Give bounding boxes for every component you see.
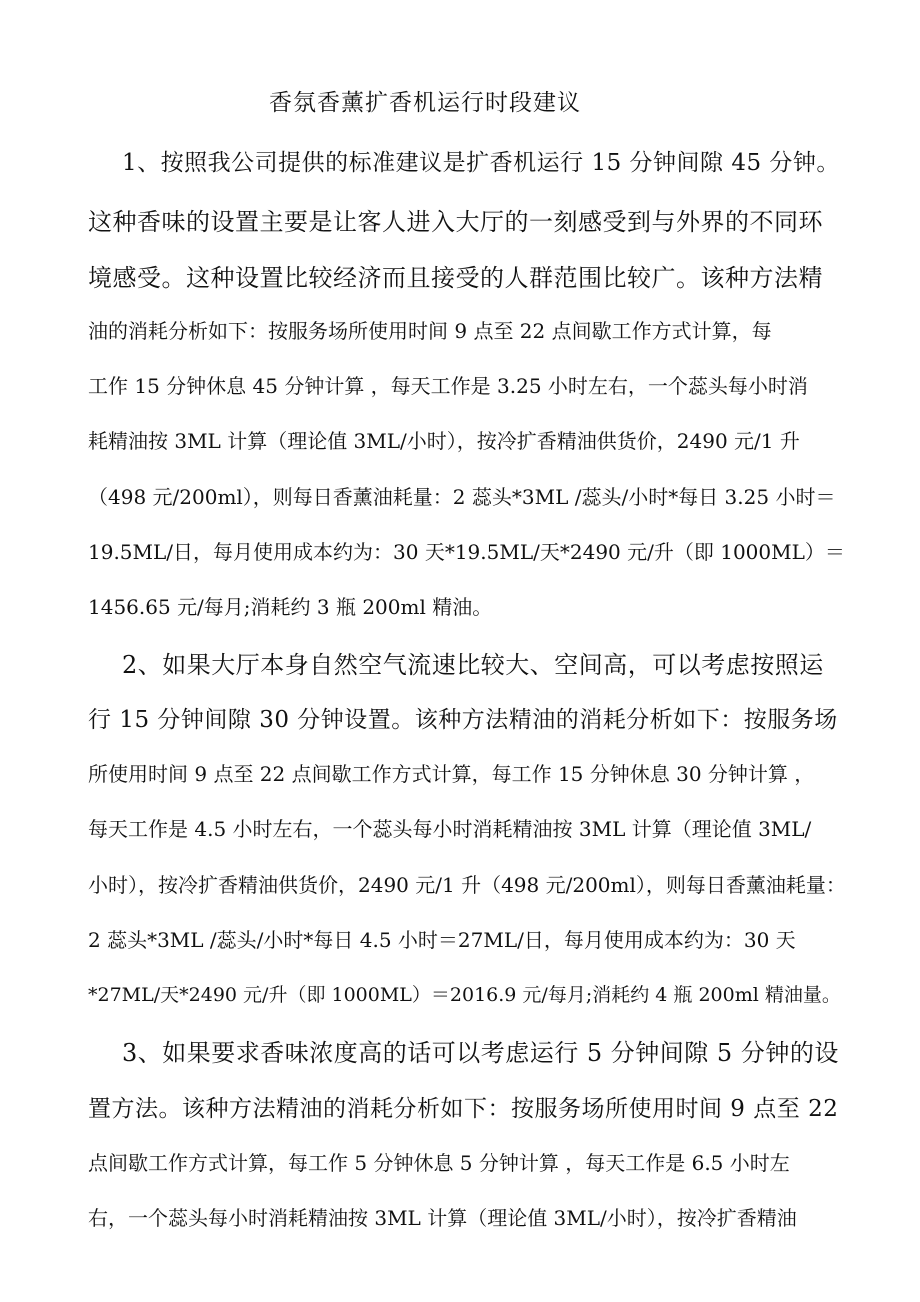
p1-line-7: （498 元/200ml），则每日香薰油耗量：2 蕊头*3ML /蕊头/小时*每日 3.25 小时＝ bbox=[88, 485, 836, 509]
p3-line-3: 点间歇工作方式计算，每工作 5 分钟休息 5 分钟计算 ，每天工作是 6.5 小时左 bbox=[88, 1151, 790, 1175]
p2-line-6: 2 蕊头*3ML /蕊头/小时*每日 4.5 小时＝27ML/日，每月使用成本约为：30 天 bbox=[88, 928, 796, 952]
p2-line-7: *27ML/天*2490 元/升（即 1000ML）＝2016.9 元/每月;消耗约 4 瓶 200ml 精油量。 bbox=[88, 984, 841, 1006]
p1-line-6: 耗精油按 3ML 计算（理论值 3ML/小时），按冷扩香精油供货价，2490 元/1 升 bbox=[88, 429, 800, 453]
p2-line-4: 每天工作是 4.5 小时左右，一个蕊头每小时消耗精油按 3ML 计算（理论值 3ML/ bbox=[88, 817, 812, 841]
p1-line-4: 油的消耗分析如下：按服务场所使用时间 9 点至 22 点间歇工作方式计算，每 bbox=[88, 319, 772, 343]
p1-line-8: 19.5ML/日，每月使用成本约为：30 天*19.5ML/天*2490 元/升（即 1000ML）＝ bbox=[88, 540, 845, 564]
p2-line-2: 行 15 分钟间隙 30 分钟设置。该种方法精油的消耗分析如下：按服务场 bbox=[88, 707, 838, 733]
p2-line-5: 小时），按冷扩香精油供货价，2490 元/1 升（498 元/200ml），则每日香薰油耗量： bbox=[88, 873, 846, 897]
p3-line-1: 3、如果要求香味浓度高的话可以考虑运行 5 分钟间隙 5 分钟的设 bbox=[122, 1039, 839, 1067]
p3-line-2: 置方法。该种方法精油的消耗分析如下：按服务场所使用时间 9 点至 22 bbox=[88, 1096, 839, 1122]
p1-line-9: 1456.65 元/每月;消耗约 3 瓶 200ml 精油。 bbox=[88, 595, 493, 619]
p2-line-1: 2、如果大厅本身自然空气流速比较大、空间高，可以考虑按照运 bbox=[122, 651, 824, 679]
p1-line-5: 工作 15 分钟休息 45 分钟计算 ，每天工作是 3.25 小时左右，一个蕊头每小时消 bbox=[88, 374, 808, 398]
p1-line-1: 1、按照我公司提供的标准建议是扩香机运行 15 分钟间隙 45 分钟。 bbox=[122, 150, 840, 176]
p3-line-4: 右，一个蕊头每小时消耗精油按 3ML 计算（理论值 3ML/小时），按冷扩香精油 bbox=[88, 1206, 797, 1230]
document-title: 香氛香薰扩香机运行时段建议 bbox=[269, 90, 581, 116]
p2-line-3: 所使用时间 9 点至 22 点间歇工作方式计算，每工作 15 分钟休息 30 分钟计算 ， bbox=[88, 762, 815, 786]
p1-line-3: 境感受。这种设置比较经济而且接受的人群范围比较广。该种方法精 bbox=[88, 264, 823, 292]
p1-line-2: 这种香味的设置主要是让客人进入大厅的一刻感受到与外界的不同环 bbox=[88, 208, 823, 236]
